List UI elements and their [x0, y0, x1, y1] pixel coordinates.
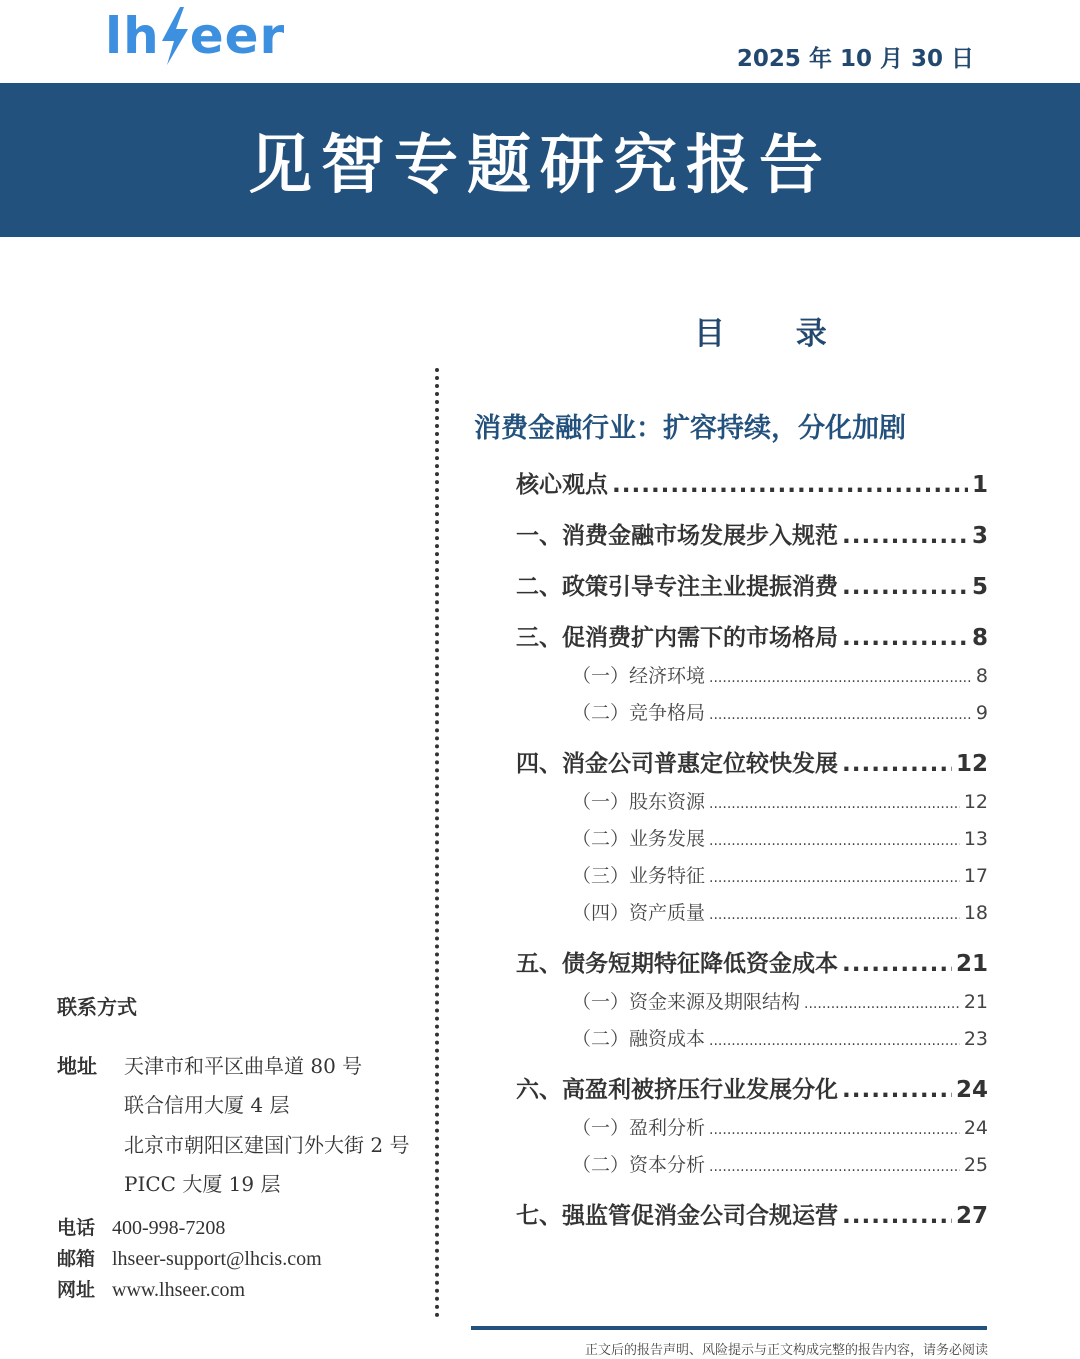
- toc-entry-page: 5: [971, 574, 988, 600]
- toc-entry-label: （一）资金来源及期限结构: [572, 991, 801, 1013]
- toc-entry-label: （一）盈利分析: [572, 1117, 706, 1139]
- address-line: 联合信用大厦 4 层: [124, 1093, 290, 1117]
- toc-entry-label: （三）业务特征: [572, 865, 706, 887]
- toc-section-title: 消费金融行业：扩容持续，分化加剧: [474, 413, 906, 444]
- toc-leader-dots: [709, 791, 960, 813]
- toc-entry-page: 9: [975, 702, 988, 724]
- lhseer-logo: [105, 6, 285, 66]
- phone-value: 400-998-7208: [112, 1217, 226, 1239]
- toc-leader-dots: [709, 902, 960, 924]
- toc-leader-dots: [709, 828, 960, 850]
- toc-leader-dots: [709, 1117, 960, 1139]
- toc-entry-page: 24: [955, 1077, 988, 1103]
- toc-leader-dots: [842, 951, 952, 977]
- toc-heading: 目 录: [694, 316, 857, 352]
- toc-entry[interactable]: [516, 1071, 988, 1104]
- toc-entry-label: （一）经济环境: [572, 665, 706, 687]
- toc-leader-dots: [842, 1203, 952, 1229]
- toc-entry-page: 25: [963, 1154, 988, 1176]
- toc-leader-dots: [842, 751, 952, 777]
- toc-entry-label: （二）业务发展: [572, 828, 706, 850]
- toc-entry[interactable]: [516, 568, 988, 601]
- toc-entry[interactable]: [516, 517, 988, 550]
- toc-entry-page: 13: [963, 828, 988, 850]
- toc-entry-label: （二）竞争格局: [572, 702, 706, 724]
- toc-leader-dots: [612, 472, 968, 498]
- toc-subentry[interactable]: [572, 824, 988, 851]
- toc-entry-page: 8: [975, 665, 988, 687]
- address-line: PICC 大厦 19 层: [124, 1172, 281, 1196]
- toc-entry[interactable]: [516, 945, 988, 978]
- toc-entry-label: （一）股东资源: [572, 791, 706, 813]
- lightning-bolt-icon: [158, 7, 192, 65]
- contact-title: 联系方式: [57, 995, 137, 1019]
- dotted-divider: [435, 368, 439, 1318]
- toc-entry-label: 五、债务短期特征降低资金成本: [516, 951, 838, 977]
- toc-leader-dots: [709, 1154, 960, 1176]
- toc-entry-page: 12: [955, 751, 988, 777]
- report-title: 见智专题研究报告: [248, 129, 832, 203]
- toc-entry[interactable]: [516, 745, 988, 778]
- address-line: 北京市朝阳区建国门外大街 2 号: [124, 1133, 410, 1157]
- toc-entry-label: 核心观点: [516, 472, 608, 498]
- email-link[interactable]: lhseer-support@lhcis.com: [112, 1248, 322, 1270]
- toc-entry-page: 24: [963, 1117, 988, 1139]
- toc-subentry[interactable]: [572, 698, 988, 725]
- toc-entry-page: 3: [971, 523, 988, 549]
- toc-leader-dots: [842, 625, 968, 651]
- toc-subentry[interactable]: [572, 661, 988, 688]
- toc-leader-dots: [842, 574, 968, 600]
- toc-entry-page: 23: [963, 1028, 988, 1050]
- toc-entry-label: 四、消金公司普惠定位较快发展: [516, 751, 838, 777]
- toc-leader-dots: [709, 665, 972, 687]
- toc-entry-page: 12: [963, 791, 988, 813]
- web-row: [57, 1275, 245, 1302]
- toc-entry-page: 21: [963, 991, 988, 1013]
- email-row: [57, 1244, 322, 1271]
- toc-entry-label: 一、消费金融市场发展步入规范: [516, 523, 838, 549]
- toc-leader-dots: [709, 702, 972, 724]
- toc-leader-dots: [842, 523, 968, 549]
- logo-text-right: eer: [189, 7, 286, 65]
- toc-entry-label: 三、促消费扩内需下的市场格局: [516, 625, 838, 651]
- toc-leader-dots: [709, 865, 960, 887]
- toc-entry-label: 二、政策引导专注主业提振消费: [516, 574, 838, 600]
- toc-leader-dots: [842, 1077, 952, 1103]
- toc-entry-page: 18: [963, 902, 988, 924]
- toc-entry-page: 27: [955, 1203, 988, 1229]
- web-link[interactable]: www.lhseer.com: [112, 1279, 246, 1301]
- report-date: 2025 年 10 月 30 日: [736, 46, 974, 72]
- toc-subentry[interactable]: [572, 861, 988, 888]
- phone-label: 电话: [57, 1217, 96, 1239]
- toc-subentry[interactable]: [572, 787, 988, 814]
- footer-disclaimer: 正文后的报告声明、风险提示与正文构成完整的报告内容，请务必阅读: [584, 1343, 988, 1358]
- address-label: 地址: [57, 1054, 97, 1078]
- toc-entry-page: 21: [955, 951, 988, 977]
- toc-entry-page: 8: [971, 625, 988, 651]
- toc-entry-label: 六、高盈利被挤压行业发展分化: [516, 1077, 838, 1103]
- toc-entry[interactable]: [516, 1197, 988, 1230]
- toc-entry[interactable]: [516, 466, 988, 499]
- toc-leader-dots: [709, 1028, 960, 1050]
- toc-subentry[interactable]: [572, 1150, 988, 1177]
- toc-leader-dots: [804, 991, 960, 1013]
- toc-subentry[interactable]: [572, 898, 988, 925]
- footer-rule: [471, 1326, 987, 1330]
- email-label: 邮箱: [57, 1248, 96, 1270]
- toc-entry-label: 七、强监管促消金公司合规运营: [516, 1203, 838, 1229]
- toc-subentry[interactable]: [572, 987, 988, 1014]
- logo-text-left: lh: [105, 7, 160, 65]
- toc-entry-label: （二）资本分析: [572, 1154, 706, 1176]
- toc-entry-page: 1: [971, 472, 988, 498]
- title-banner: [0, 83, 1080, 237]
- web-label: 网址: [57, 1279, 96, 1301]
- toc-entry-label: （四）资产质量: [572, 902, 706, 924]
- address-line: 天津市和平区曲阜道 80 号: [124, 1054, 363, 1078]
- toc-subentry[interactable]: [572, 1024, 988, 1051]
- toc-subentry[interactable]: [572, 1113, 988, 1140]
- phone-row: [57, 1213, 225, 1240]
- toc-entry-page: 17: [963, 865, 988, 887]
- toc-entry[interactable]: [516, 619, 988, 652]
- toc-entry-label: （二）融资成本: [572, 1028, 706, 1050]
